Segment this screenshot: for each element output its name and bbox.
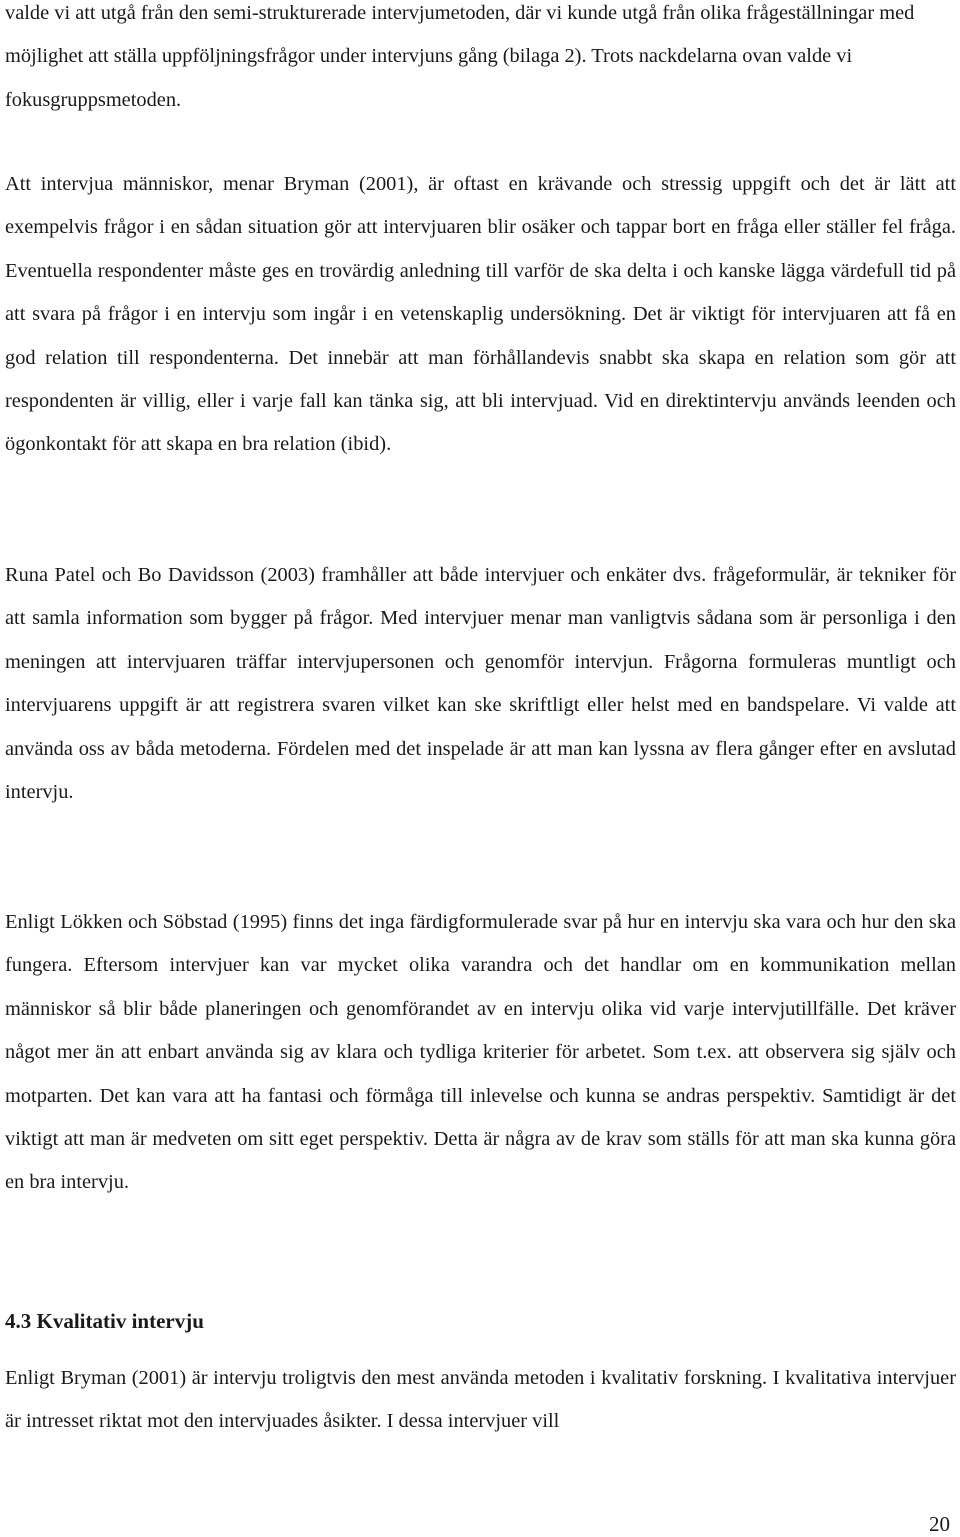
paragraph-1: valde vi att utgå från den semi-strukturerade intervjumetoden, där vi kunde utgå från olika frågeställningar med möjlighet att ställa uppföljningsfrågor under intervjuns gång (bilaga 2). Trots nackdelarna ovan valde vi fokusgruppsmetoden.	[5, 2, 915, 111]
section-heading: 4.3 Kvalitativ intervju	[5, 1309, 204, 1333]
paragraph-2: Att intervjua människor, menar Bryman (2001), är oftast en krävande och stressig uppgift och det är lätt att exempelvis frågor i en sådan situation gör att intervjuaren blir osäker och tappar bort en fråga eller ställer fel fråga. Eventuella respondenter måste ges en trovärdig anledning till varför de ska delta i och kanske lägga värdefull tid på att svara på frågor i en intervju som ingår i en vetenskaplig undersökning. Det är viktigt för intervjuaren att få en god relation till respondenterna. Det innebär att man förhållandevis snabbt ska skapa en relation som gör att respondenten är villig, eller i varje fall kan tänka sig, att bli intervjuad. Vid en direktintervju används leenden och ögonkontakt för att skapa en bra relation (ibid).	[5, 173, 956, 456]
paragraph-4: Enligt Lökken och Söbstad (1995) finns det inga färdigformulerade svar på hur en intervju ska vara och hur den ska fungera. Eftersom intervjuer kan var mycket olika varandra och det handlar om en kommunikation mellan människor så blir både planeringen och genomförandet av en intervju olika vid varje intervjutillfälle. Det kräver något mer än att enbart använda sig av klara och tydliga kriterier för arbetet. Som t.ex. att observera sig själv och motparten. Det kan vara att ha fantasi och förmåga till inlevelse och kunna se andras perspektiv. Samtidigt är det viktigt att man är medveten om sitt eget perspektiv. Detta är några av de krav som ställs för att man ska kunna göra en bra intervju.	[5, 911, 956, 1194]
document-page	[5, 0, 956, 1537]
page-number: 20	[929, 1512, 950, 1536]
paragraph-3: Runa Patel och Bo Davidsson (2003) framhåller att både intervjuer och enkäter dvs. frågeformulär, är tekniker för att samla information som bygger på frågor. Med intervjuer menar man vanligtvis sådana som är personliga i den meningen att intervjuaren träffar intervjupersonen och genomför intervjun. Frågorna formuleras muntligt och intervjuarens uppgift är att registrera svaren vilket kan ske skriftligt eller helst med en bandspelare. Vi valde att använda oss av båda metoderna. Fördelen med det inspelade är att man kan lyssna av flera gånger efter en avslutad intervju.	[5, 564, 956, 804]
paragraph-5: Enligt Bryman (2001) är intervju troligtvis den mest använda metoden i kvalitativ forskning. I kvalitativa intervjuer är intresset riktat mot den intervjuades åsikter. I dessa intervjuer vill	[5, 1367, 956, 1433]
